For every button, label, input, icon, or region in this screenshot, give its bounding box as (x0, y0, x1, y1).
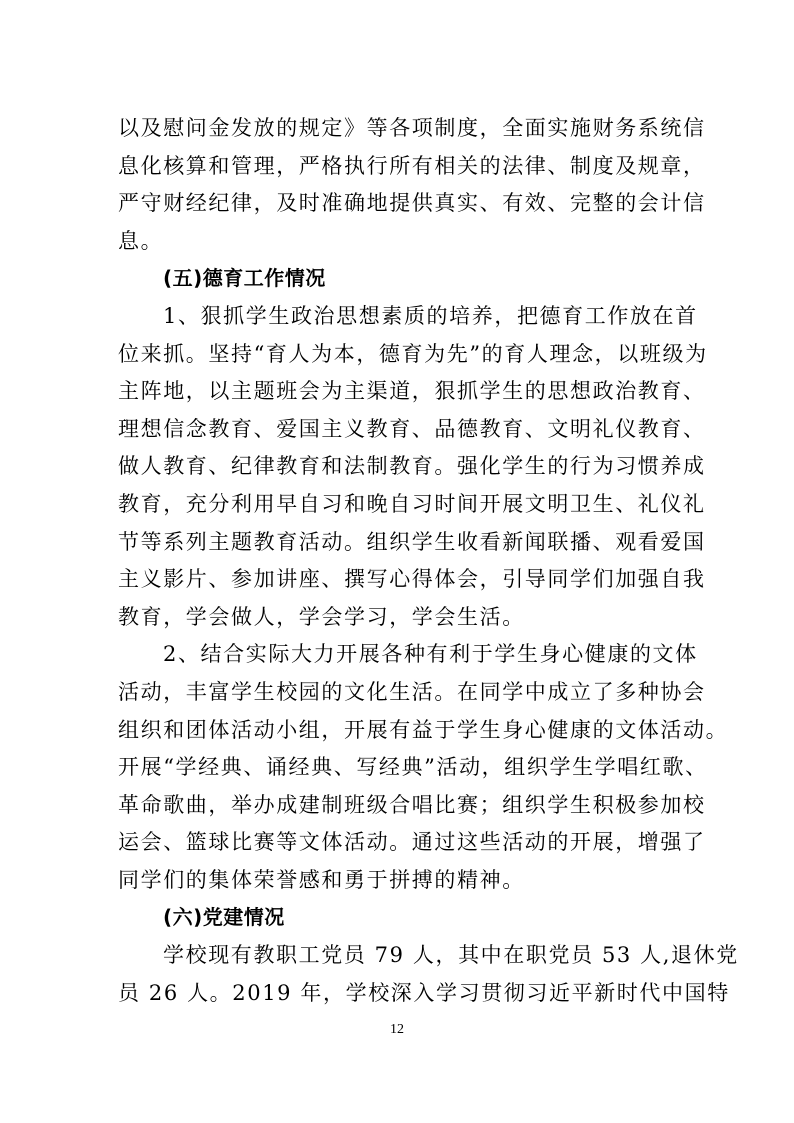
body-line: 开展“学经典、诵经典、写经典”活动，组织学生学唱红歌、 (118, 755, 708, 780)
body-line: 教育，学会做人，学会学习，学会生活。 (118, 604, 525, 629)
body-line: 主阵地，以主题班会为主渠道，狠抓学生的思想政治教育、 (118, 379, 706, 404)
paragraph-first-line: 学校现有教职工党员 79 人，其中在职党员 53 人,退休党 (163, 943, 739, 968)
page-number: 12 (390, 1022, 404, 1037)
body-line: 以及慰问金发放的规定》等各项制度，全面实施财务系统信 (118, 116, 706, 140)
body-line: 主义影片、参加讲座、撰写心得体会，引导同学们加强自我 (118, 567, 706, 592)
section-heading-party-building: (六)党建情况 (163, 905, 285, 930)
body-line: 节等系列主题教育活动。组织学生收看新闻联播、观看爱国 (118, 529, 706, 554)
body-line: 同学们的集体荣誉感和勇于拼搏的精神。 (118, 867, 525, 892)
page-body (118, 110, 739, 1012)
body-line: 运会、篮球比赛等文体活动。通过这些活动的开展，增强了 (118, 830, 706, 855)
body-line: 做人教育、纪律教育和法制教育。强化学生的行为习惯养成 (118, 454, 706, 479)
body-line: 息化核算和管理，严格执行所有相关的法律、制度及规章， (118, 153, 706, 178)
body-line: 组织和团体活动小组，开展有益于学生身心健康的文体活动。 (118, 717, 729, 742)
section-heading-moral-education: (五)德育工作情况 (163, 266, 326, 291)
paragraph-first-line: 2、结合实际大力开展各种有利于学生身心健康的文体 (163, 642, 698, 667)
body-line: 员 26 人。2019 年，学校深入学习贯彻习近平新时代中国特 (118, 980, 730, 1005)
body-line: 位来抓。坚持“育人为本，德育为先”的育人理念，以班级为 (118, 341, 708, 366)
body-line: 息。 (118, 228, 164, 253)
body-line: 理想信念教育、爱国主义教育、品德教育、文明礼仪教育、 (118, 416, 706, 441)
body-line: 严守财经纪律，及时准确地提供真实、有效、完整的会计信 (118, 191, 706, 216)
body-line: 活动，丰富学生校园的文化生活。在同学中成立了多种协会 (118, 679, 706, 704)
body-line: 革命歌曲，举办成建制班级合唱比赛；组织学生积极参加校 (118, 792, 706, 817)
body-line: 教育，充分利用早自习和晚自习时间开展文明卫生、礼仪礼 (118, 491, 706, 516)
paragraph-first-line: 1、狠抓学生政治思想素质的培养，把德育工作放在首 (163, 303, 698, 328)
